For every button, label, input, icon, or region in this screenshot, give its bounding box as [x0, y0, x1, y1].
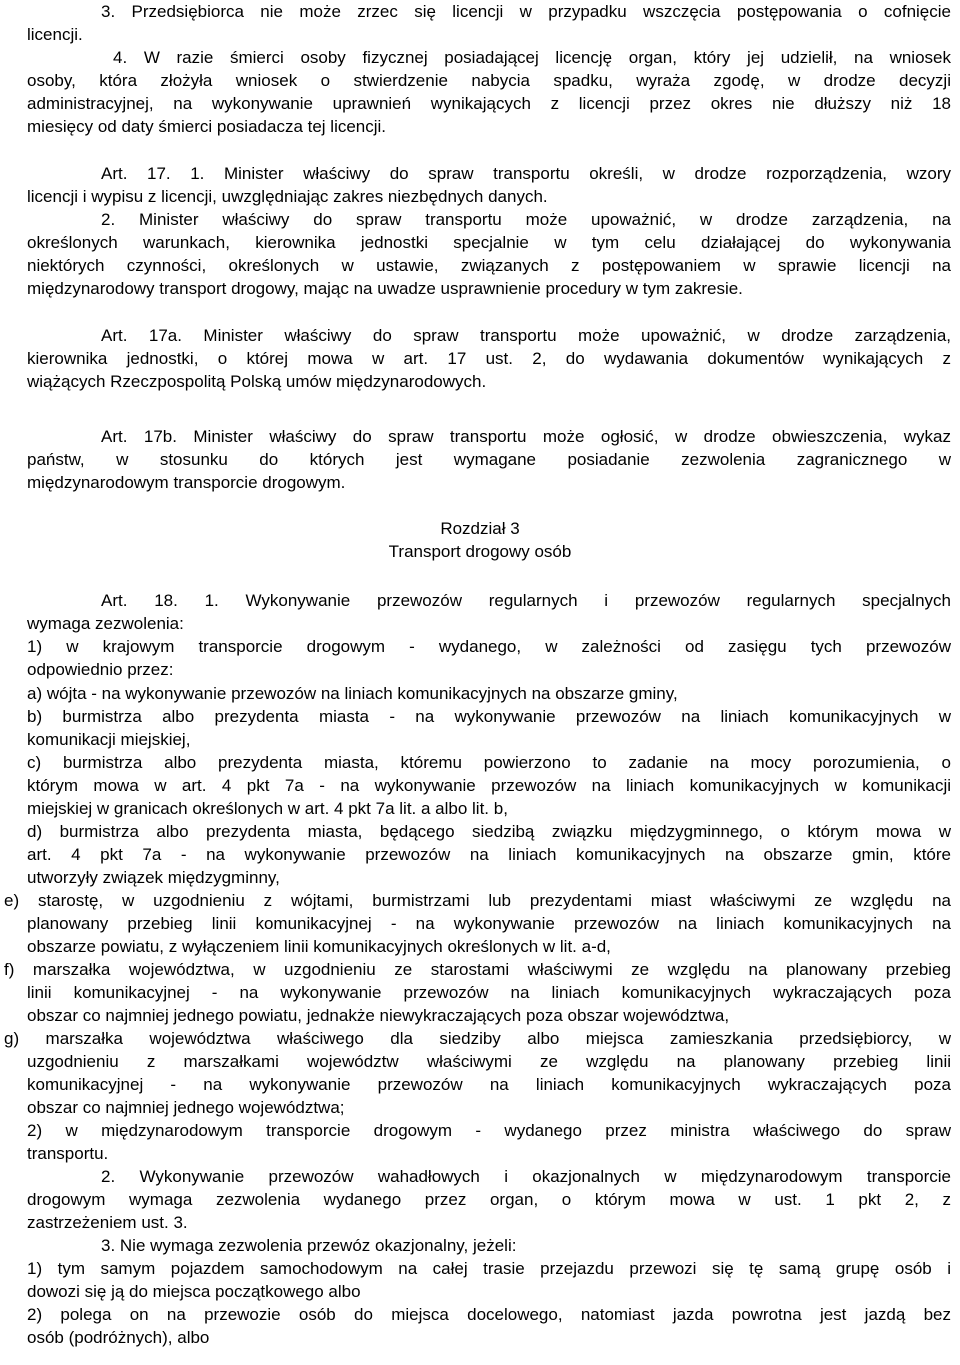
paragraph-line: międzynarodowym transporcie drogowym. — [27, 473, 346, 492]
paragraph-line: miesięcy od daty śmierci posiadacza tej licencji. — [27, 117, 387, 136]
paragraph-line: międzynarodowy transport drogowy, mając na uwadze usprawnienie procedury w tym zakresie. — [27, 279, 743, 298]
paragraph-line: państw, w stosunku do których jest wymagane posiadanie zezwolenia zagranicznego w — [27, 450, 951, 469]
list-item-line: obszarze powiatu, z wyłączeniem linii komunikacyjnych określonych w lit. a-d, — [27, 937, 611, 956]
paragraph-line: 4. W razie śmierci osoby fizycznej posiadającej licencję organ, który jej udzielił, na wniosek — [113, 48, 951, 67]
paragraph-line: 2. Minister właściwy do spraw transportu może upoważnić, w drodze zarządzenia, na — [101, 210, 951, 229]
paragraph-line: 2. Wykonywanie przewozów wahadłowych i okazjonalnych w międzynarodowym transporcie — [101, 1167, 951, 1186]
list-item-line: planowany przebieg linii komunikacyjnej - na wykonywanie przewozów na liniach komunikacyjnych na — [27, 914, 951, 933]
list-item-line: utworzyły związek międzygminny, — [27, 868, 280, 887]
list-item-line: e) starostę, w uzgodnieniu z wójtami, burmistrzami lub prezydentami miast właściwymi ze względu na — [4, 891, 951, 910]
list-item-line: którym mowa w art. 4 pkt 7a - na wykonywanie przewozów na liniach komunikacyjnych w komunikacji — [27, 776, 951, 795]
paragraph-line: zastrzeżeniem ust. 3. — [27, 1213, 188, 1232]
list-item-line: d) burmistrza albo prezydenta miasta, będącego siedzibą związku międzygminnego, o którym mowa w — [27, 822, 951, 841]
paragraph-line: osoby, która złożyła wniosek o stwierdzenie nabycia spadku, wyraża zgodę, w drodze decyzji — [27, 71, 951, 90]
paragraph-line: licencji. — [27, 25, 83, 44]
list-item-line: 1) w krajowym transporcie drogowym - wydanego, w zależności od zasięgu tych przewozów — [27, 637, 951, 656]
article-heading-line: Art. 17a. Minister właściwy do spraw transportu może upoważnić, w drodze zarządzenia, — [101, 326, 951, 345]
list-item-line: linii komunikacyjnej - na wykonywanie przewozów na liniach komunikacyjnych wykraczających poza — [27, 983, 951, 1002]
list-item-line: 1) tym samym pojazdem samochodowym na całej trasie przejazdu przewozi się tę samą grupę osób i — [27, 1259, 951, 1278]
article-heading-line: Art. 17. 1. Minister właściwy do spraw transportu określi, w drodze rozporządzenia, wzory — [101, 164, 951, 183]
list-item-line: f) marszałka województwa, w uzgodnieniu ze starostami właściwymi ze względu na planowany przebieg — [4, 960, 951, 979]
list-item-line: osób (podróżnych), albo — [27, 1328, 210, 1347]
list-item-line: b) burmistrza albo prezydenta miasta - na wykonywanie przewozów na liniach komunikacyjnych w — [27, 707, 951, 726]
list-item-line: art. 4 pkt 7a - na wykonywanie przewozów na liniach komunikacyjnych na obszarze gmin, które — [27, 845, 951, 864]
paragraph-line: 3. Nie wymaga zezwolenia przewóz okazjonalny, jeżeli: — [101, 1236, 517, 1255]
list-item-line: obszar co najmniej jednego województwa; — [27, 1098, 345, 1117]
paragraph-line: kierownika jednostki, o której mowa w art. 17 ust. 2, do wydawania dokumentów wynikających z — [27, 349, 951, 368]
list-item-line: a) wójta - na wykonywanie przewozów na liniach komunikacyjnych na obszarze gminy, — [27, 684, 678, 703]
list-item-line: komunikacyjnej - na wykonywanie przewozów na liniach komunikacyjnych wykraczających poza — [27, 1075, 951, 1094]
article-heading-line: Art. 18. 1. Wykonywanie przewozów regularnych i przewozów regularnych specjalnych — [101, 591, 951, 610]
list-item-line: komunikacji miejskiej, — [27, 730, 191, 749]
list-item-line: 2) polega on na przewozie osób do miejsca docelowego, natomiast jazda powrotna jest jazdą bez — [27, 1305, 951, 1324]
paragraph-line: wiążących Rzeczpospolitą Polską umów międzynarodowych. — [27, 372, 487, 391]
list-item-line: transportu. — [27, 1144, 109, 1163]
list-item-line: miejskiej w granicach określonych w art. 4 pkt 7a lit. a albo lit. b, — [27, 799, 508, 818]
paragraph-line: drogowym wymaga zezwolenia wydanego przez organ, o którym mowa w ust. 1 pkt 2, z — [27, 1190, 951, 1209]
chapter-number: Rozdział 3 — [440, 519, 520, 538]
list-item-line: c) burmistrza albo prezydenta miasta, któremu powierzono to zadanie na mocy porozumienia, o — [27, 753, 951, 772]
paragraph-line: licencji i wypisu z licencji, uwzględniając zakres niezbędnych danych. — [27, 187, 548, 206]
list-item-line: uzgodnieniu z marszałkami województw właściwymi ze względu na planowany przebieg linii — [27, 1052, 951, 1071]
list-item-line: 2) w międzynarodowym transporcie drogowym - wydanego przez ministra właściwego do spraw — [27, 1121, 951, 1140]
list-item-line: dowozi się ją do miejsca początkowego albo — [27, 1282, 361, 1301]
paragraph-line: niektórych czynności, określonych w ustawie, związanych z postępowaniem w sprawie licencji na — [27, 256, 951, 275]
paragraph-line: 3. Przedsiębiorca nie może zrzec się licencji w przypadku wszczęcia postępowania o cofnięcie — [101, 2, 951, 21]
paragraph-line: określonych warunkach, kierownika jednostki specjalnie w tym celu działającej do wykonywania — [27, 233, 951, 252]
article-heading-line: Art. 17b. Minister właściwy do spraw transportu może ogłosić, w drodze obwieszczenia, wykaz — [101, 427, 951, 446]
list-item-line: obszar co najmniej jednego powiatu, jednakże niewykraczających poza obszar województwa, — [27, 1006, 730, 1025]
paragraph-line: administracyjnej, na wykonywanie uprawnień wynikających z licencji przez okres nie dłuższy niż 18 — [27, 94, 951, 113]
chapter-title: Transport drogowy osób — [388, 542, 572, 561]
paragraph-line: wymaga zezwolenia: — [27, 614, 184, 633]
list-item-line: g) marszałka województwa właściwego dla siedziby albo miejsca zamieszkania przedsiębiorcy, w — [4, 1029, 951, 1048]
list-item-line: odpowiednio przez: — [27, 660, 174, 679]
